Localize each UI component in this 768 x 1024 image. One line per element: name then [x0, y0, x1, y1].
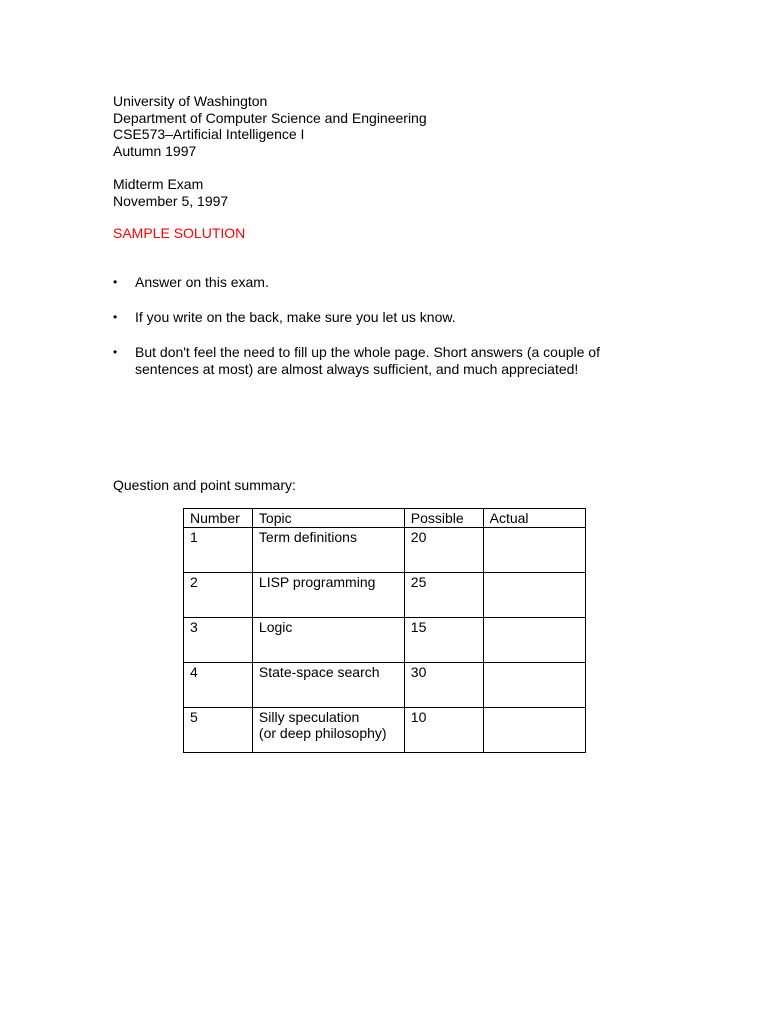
exam-date: November 5, 1997 — [113, 192, 229, 209]
instruction-text: If you write on the back, make sure you let us know. — [135, 309, 456, 325]
possible-points: 15 — [404, 617, 483, 662]
table-row — [184, 707, 586, 752]
possible-points: 30 — [404, 662, 483, 707]
instruction-item — [113, 344, 600, 377]
question-number: 5 — [184, 707, 253, 752]
question-topic: Term definitions — [252, 527, 404, 572]
instruction-item — [113, 274, 269, 291]
question-topic: LISP programming — [252, 572, 404, 617]
sample-solution-label: SAMPLE SOLUTION — [113, 225, 246, 241]
actual-points-cell[interactable] — [483, 617, 585, 662]
column-header-actual: Actual — [483, 509, 585, 528]
bullet-icon: • — [113, 310, 118, 324]
table-row — [184, 527, 586, 572]
column-header-possible: Possible — [404, 509, 483, 528]
instruction-text: But don't feel the need to fill up the whole page. Short answers (a couple of — [135, 344, 600, 360]
actual-points-cell[interactable] — [483, 707, 585, 752]
question-number: 4 — [184, 662, 253, 707]
instruction-text: sentences at most) are almost always sufficient, and much appreciated! — [135, 360, 579, 377]
course-header — [113, 93, 427, 159]
possible-points: 20 — [404, 527, 483, 572]
bullet-icon: • — [113, 345, 118, 359]
point-summary-table — [183, 508, 586, 753]
column-header-number: Number — [184, 509, 253, 528]
question-topic: Logic — [252, 617, 404, 662]
exam-info — [113, 176, 228, 209]
question-number: 2 — [184, 572, 253, 617]
column-header-topic: Topic — [252, 509, 404, 528]
table-header-row — [184, 509, 586, 528]
instruction-item — [113, 309, 456, 326]
question-number: 1 — [184, 527, 253, 572]
course-name: CSE573–Artificial Intelligence I — [113, 126, 305, 142]
question-topic: Silly speculation (or deep philosophy) — [252, 707, 404, 752]
exam-title: Midterm Exam — [113, 176, 204, 192]
university-name: University of Washington — [113, 93, 268, 109]
bullet-icon: • — [113, 275, 118, 289]
table-row — [184, 572, 586, 617]
department-name: Department of Computer Science and Engineering — [113, 109, 427, 126]
table-row — [184, 617, 586, 662]
actual-points-cell[interactable] — [483, 662, 585, 707]
summary-label: Question and point summary: — [113, 477, 296, 493]
actual-points-cell[interactable] — [483, 527, 585, 572]
question-topic: State-space search — [252, 662, 404, 707]
instruction-text: Answer on this exam. — [135, 274, 269, 290]
possible-points: 10 — [404, 707, 483, 752]
table-row — [184, 662, 586, 707]
actual-points-cell[interactable] — [483, 572, 585, 617]
term: Autumn 1997 — [113, 142, 197, 159]
possible-points: 25 — [404, 572, 483, 617]
question-number: 3 — [184, 617, 253, 662]
